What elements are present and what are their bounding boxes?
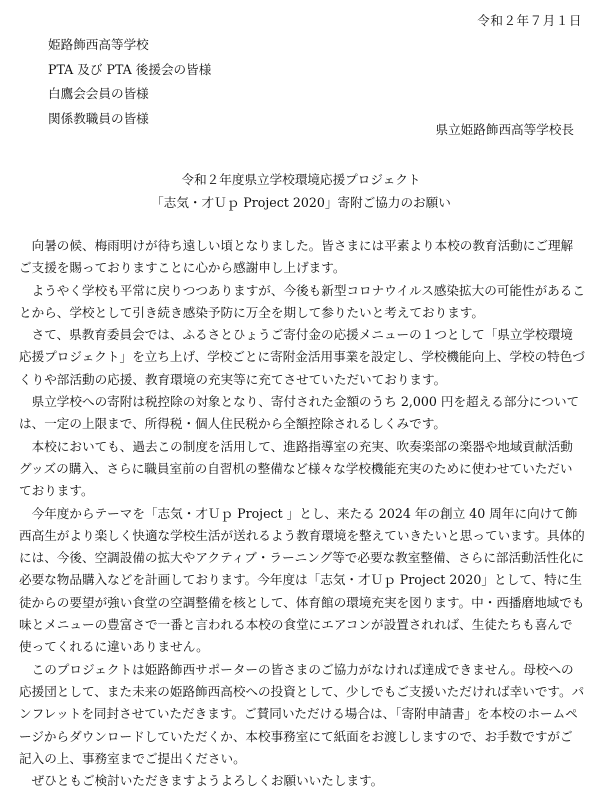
addressee-list	[48, 33, 211, 131]
paragraph-project-intro: さて、県教育委員会では、ふるさとひょうご寄付金の応援メニューの１つとして「県立学校環境応援プロジェクト」を立ち上げ、学校ごとに寄附金活用事業を設定し、学校機能向上、学校の特色づくりや部活動の応援、教育環境の充実等に充てさせていただいております。	[19, 327, 585, 387]
paragraph-past-use: 本校においても、過去この制度を活用して、進路指導室の充実、吹奏楽部の楽器や地域貢献活動グッズの購入、さらに職員室前の自習机の整備など様々な学校機能充実のために使わせていただいております。	[19, 438, 573, 499]
letter-body	[19, 235, 585, 792]
paragraph-theme: 今年度からテーマを「志気・才Ｕｐ Project 」とし、来たる 2024 年の創立 40 周年に向けて飾西高生がより楽しく快適な学校生活が送れるよう教育環境を整えていきたいと思っています。具体的には、今後、空調設備の拡大やアクティブ・ラーニング等で必要な教室整備、さらに部活動活性化に必要な物品購入などを計画しております。今年度は「志気・才Ｕｐ Project 2020」として、特に生徒からの要望が強い食堂の空調整備を核として、体育館の環境充実を図ります。中・西播磨地域でも味とメニューの豊富さで一番と言われる本校の食堂にエアコンが設置されれば、生徒たちも喜んで使ってくれるに違いありません。	[19, 505, 585, 655]
sender-name: 県立姫路飾西高等学校長	[435, 122, 574, 137]
paragraph-tax: 県立学校への寄附は税控除の対象となり、寄付された金額のうち 2,000 円を超える部分については、一定の上限まで、所得税・個人住民税から全額控除されるしくみです。	[19, 394, 580, 432]
addressee-staff: 関係教職員の皆様	[48, 110, 149, 126]
paragraph-greeting: 向暑の候、梅雨明けが待ち遠しい頃となりました。皆さまには平素より本校の教育活動にご理解ご支援を賜っておりますことに心から感謝申し上げます。	[19, 238, 574, 276]
addressee-alumni: 白鷹会会員の皆様	[48, 86, 149, 101]
title-line-2: 「志気・才Ｕｐ Project 2020」寄附ご協力のお願い	[151, 195, 451, 210]
paragraph-request: このプロジェクトは姫路飾西サポーターの皆さまのご協力がなければ達成できません。母校への応援団として、また未来の姫路飾西高校への投資として、少しでもご支援いただければ幸いです。パンフレットを同封させていただきます。ご賛同いただける場合は、「寄附申請書」を本校のホームページからダウンロードしていただくか、本校事務室にて紙面をお渡ししますので、お手数ですがご記入の上、事務室までご提出ください。	[19, 661, 585, 766]
paragraph-closing: ぜひともご検討いただきますようよろしくお願いいたします。	[31, 773, 384, 789]
addressee-pta: PTA 及び PTA 後援会の皆様	[48, 61, 212, 77]
letter-title	[0, 168, 602, 214]
title-line-1: 令和２年度県立学校環境応援プロジェクト	[181, 172, 421, 187]
letter-date: 令和２年７月１日	[477, 13, 582, 28]
paragraph-covid: ようやく学校も平常に戻りつつありますが、今後も新型コロナウイルス感染拡大の可能性があることから、学校として引き続き感染予防に万全を期して参りたいと考えております。	[19, 282, 585, 320]
addressee-school: 姫路飾西高等学校	[48, 37, 149, 52]
